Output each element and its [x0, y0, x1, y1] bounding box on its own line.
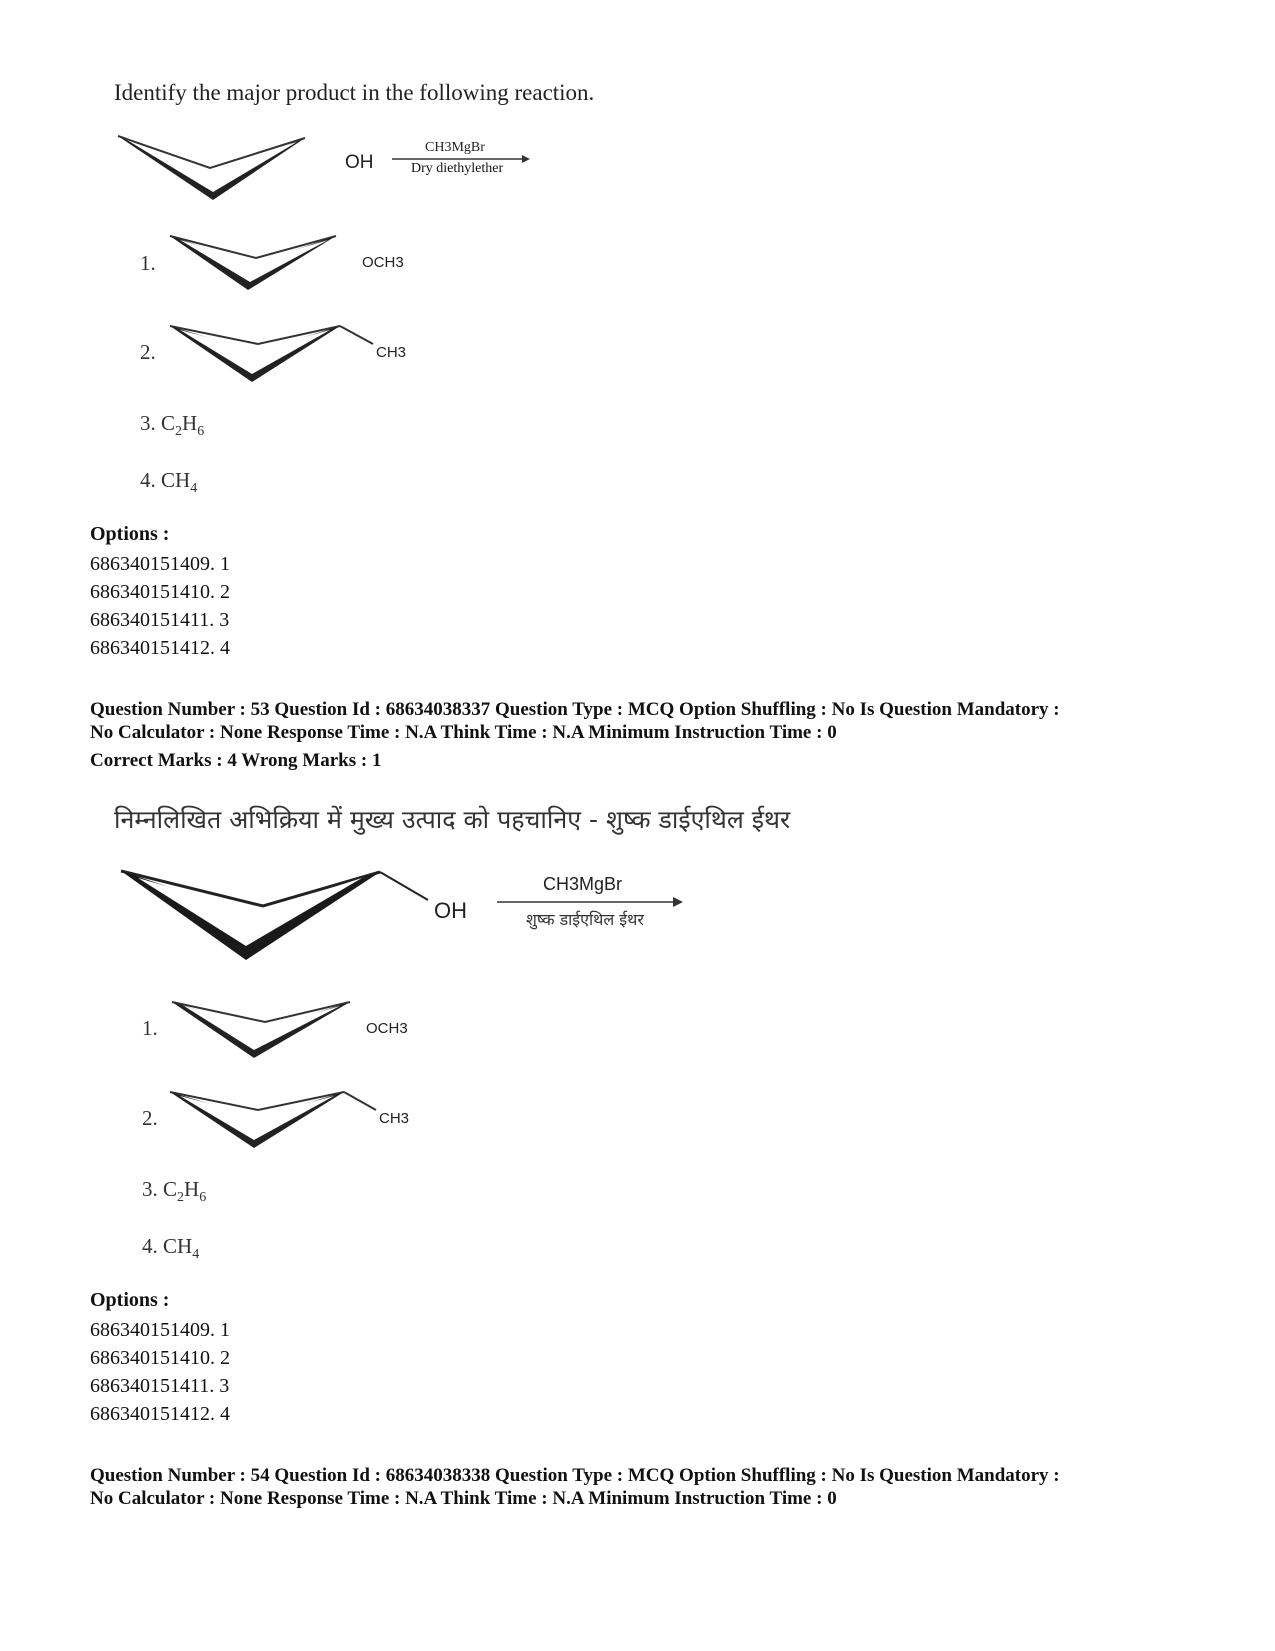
solvent-label: शुष्क डाईएथिल ईथर — [526, 910, 644, 929]
formula-label: 4. $CH_4$ — [140, 468, 198, 497]
substituent-label: CH3 — [379, 1110, 410, 1127]
reagent-label: CH3MgBr — [543, 874, 623, 894]
substituent-label: OH — [434, 898, 467, 923]
cyclohexane-ring-image — [170, 998, 370, 1060]
reagent-label: CH3MgBr — [425, 140, 485, 155]
choice-number: 2. — [142, 1106, 158, 1130]
choice-number: 2. — [140, 340, 156, 364]
option-line: 686340151412. 4 — [90, 1403, 230, 1425]
marks-line: Correct Marks : 4 Wrong Marks : 1 — [90, 750, 382, 771]
question-meta-line: Question Number : 53 Question Id : 68634038337 Question Type : MCQ Option Shuffling : No Is Question Mandatory : — [90, 699, 1060, 720]
cyclohexane-ring-image — [118, 866, 388, 962]
reaction-arrow — [497, 896, 687, 908]
choice-number: 1. — [140, 251, 156, 275]
cyclohexane-ring-image — [168, 322, 378, 384]
option-line: 686340151410. 2 — [90, 581, 230, 603]
bond-line — [380, 870, 440, 910]
substituent-label: CH3 — [376, 344, 407, 361]
formula-label: 3. $C_2H_6$ — [140, 411, 205, 440]
option-line: 686340151412. 4 — [90, 637, 230, 659]
formula-label: 3. $C_2H_6$ — [142, 1177, 207, 1206]
cyclohexane-ring-image — [168, 232, 343, 292]
formula-label: 4. $CH_4$ — [142, 1234, 200, 1263]
choice-number: 1. — [142, 1016, 158, 1040]
option-line: 686340151411. 3 — [90, 609, 230, 631]
question-meta-line: No Calculator : None Response Time : N.A Think Time : N.A Minimum Instruction Time : 0 — [90, 722, 837, 743]
solvent-label: Dry diethylether — [411, 161, 504, 176]
substituent-label: OCH3 — [362, 254, 404, 271]
option-line: 686340151409. 1 — [90, 553, 230, 575]
option-line: 686340151409. 1 — [90, 1319, 230, 1341]
substituent-label: OH — [345, 152, 374, 173]
substituent-label: OCH3 — [366, 1020, 408, 1037]
options-heading: Options : — [90, 1289, 170, 1311]
cyclohexane-ring-image — [168, 1088, 383, 1150]
question-text: Identify the major product in the following reaction. — [114, 80, 595, 105]
cyclohexane-ring-image — [115, 130, 315, 210]
question-meta-line: Question Number : 54 Question Id : 68634038338 Question Type : MCQ Option Shuffling : No Is Question Mandatory : — [90, 1465, 1060, 1486]
option-line: 686340151411. 3 — [90, 1375, 230, 1397]
question-meta-line: No Calculator : None Response Time : N.A Think Time : N.A Minimum Instruction Time : 0 — [90, 1488, 837, 1509]
option-line: 686340151410. 2 — [90, 1347, 230, 1369]
options-heading: Options : — [90, 523, 170, 545]
question-text: निम्नलिखित अभिक्रिया में मुख्य उत्पाद को पहचानिए - शुष्क डाईएथिल ईथर — [114, 805, 791, 834]
